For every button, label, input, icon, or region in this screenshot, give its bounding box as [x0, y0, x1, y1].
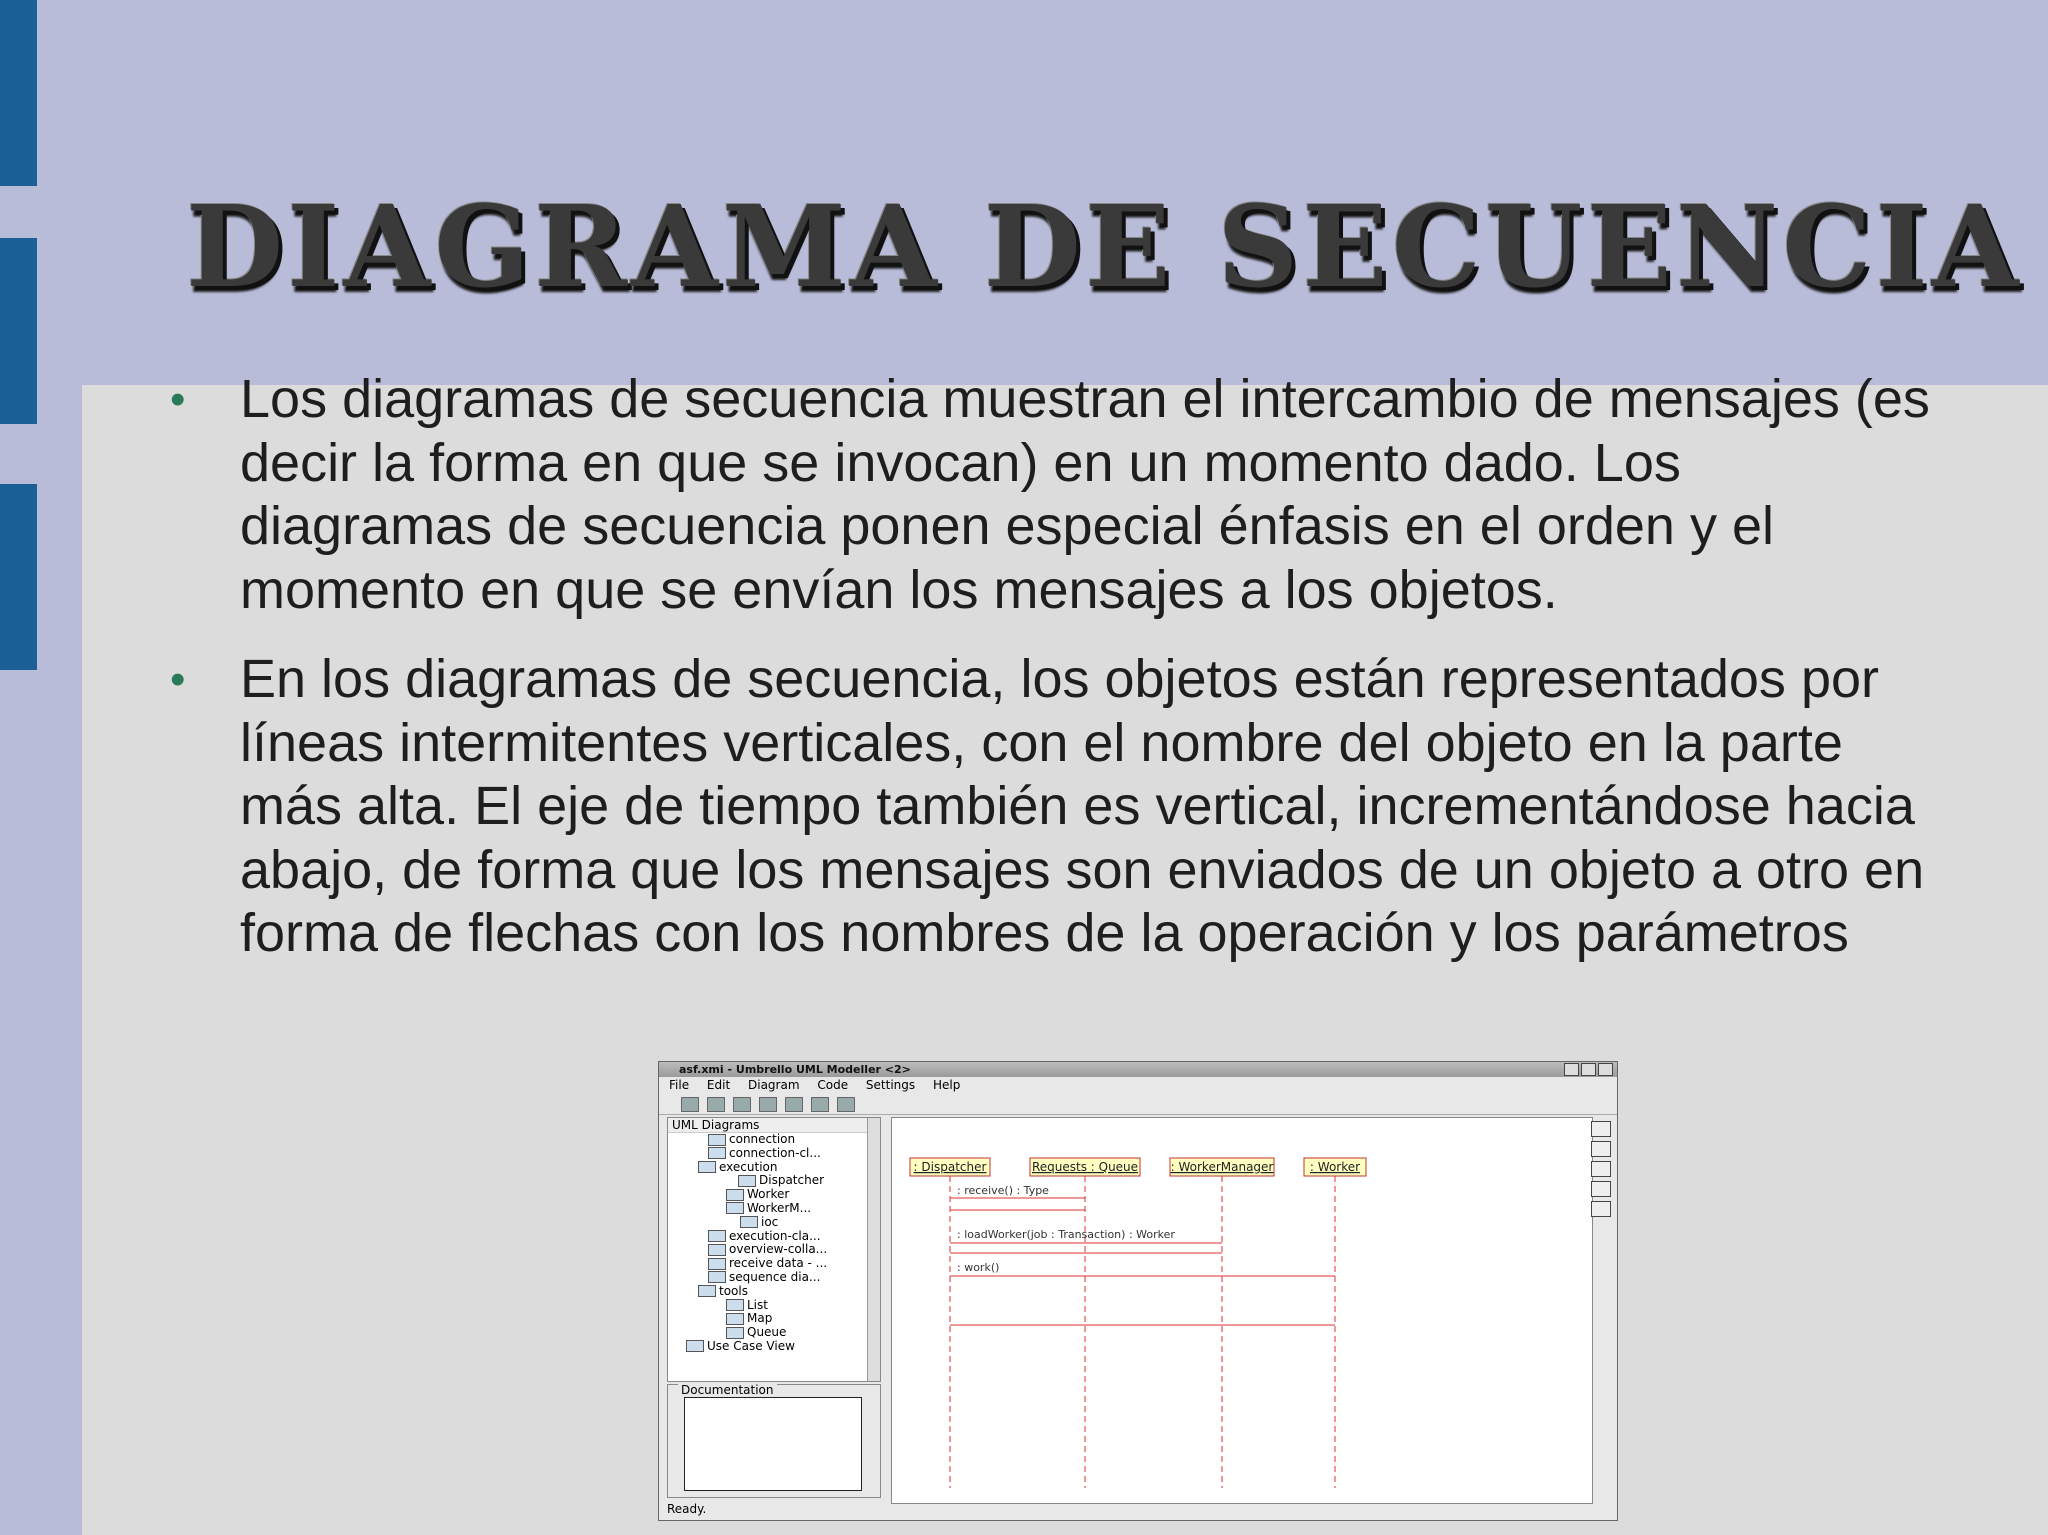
- lifelines: [950, 1176, 1335, 1488]
- bullet-dot-icon: •: [170, 655, 186, 704]
- window-titlebar: [659, 1062, 1617, 1077]
- tree-item: receive data - ...: [668, 1257, 880, 1271]
- tree-item: execution: [668, 1161, 880, 1175]
- message-icon: [1591, 1181, 1611, 1197]
- menu-file: File: [669, 1078, 690, 1092]
- print-icon: [759, 1097, 777, 1112]
- left-accent-bar: [0, 0, 37, 186]
- umbrello-screenshot: [658, 1061, 1618, 1521]
- menu-bar: [659, 1077, 1617, 1094]
- object-label: Requests : Queue: [1031, 1160, 1139, 1174]
- tree-item: connection-cl...: [668, 1147, 880, 1161]
- tree-scrollbar: [867, 1118, 880, 1381]
- text-icon: [1591, 1141, 1611, 1157]
- diagram-tools: [1591, 1117, 1613, 1221]
- tree-item: overview-colla...: [668, 1243, 880, 1257]
- arrow-icon: [1591, 1201, 1611, 1217]
- menu-help: Help: [932, 1078, 961, 1092]
- new-icon: [681, 1097, 699, 1112]
- bullet-dot-icon: •: [170, 375, 186, 424]
- tree-item: connection: [668, 1133, 880, 1147]
- tree-item: Use Case View: [668, 1340, 880, 1354]
- minimize-icon: [1564, 1063, 1579, 1076]
- pointer-icon: [1591, 1121, 1611, 1137]
- copy-icon: [811, 1097, 829, 1112]
- documentation-panel: [667, 1384, 881, 1498]
- tree-header: UML Diagrams: [668, 1118, 880, 1133]
- tree-item: Worker: [668, 1188, 880, 1202]
- slide-title: DIAGRAMA DE SECUENCIA: [186, 182, 2023, 313]
- close-icon: [1598, 1063, 1613, 1076]
- bullet-item: [170, 368, 1930, 622]
- maximize-icon: [1581, 1063, 1596, 1076]
- window-controls: [1562, 1063, 1613, 1080]
- tree-item: Dispatcher: [668, 1174, 880, 1188]
- bullet-list: [170, 368, 1930, 992]
- message-label: : loadWorker(job : Transaction) : Worker: [957, 1228, 1175, 1241]
- tree-item: WorkerM...: [668, 1202, 880, 1216]
- tree-item: tools: [668, 1285, 880, 1299]
- open-icon: [707, 1097, 725, 1112]
- diagram-canvas: [891, 1117, 1593, 1504]
- object-label: : Dispatcher: [913, 1160, 987, 1174]
- tree-item: List: [668, 1299, 880, 1313]
- tree-item: execution-cla...: [668, 1230, 880, 1244]
- tree-item: Queue: [668, 1326, 880, 1340]
- message-label: : work(): [957, 1261, 1000, 1274]
- menu-diagram: Diagram: [748, 1078, 800, 1092]
- message-label: : receive() : Type: [957, 1184, 1049, 1197]
- tree-item: sequence dia...: [668, 1271, 880, 1285]
- window-title: asf.xmi - Umbrello UML Modeller <2>: [679, 1063, 911, 1076]
- tree-item: ioc: [668, 1216, 880, 1230]
- paste-icon: [837, 1097, 855, 1112]
- status-bar: Ready.: [667, 1502, 707, 1516]
- object-label: : Worker: [1309, 1160, 1361, 1174]
- documentation-box: [684, 1397, 862, 1491]
- left-accent-bar: [0, 484, 37, 670]
- object-label: : WorkerManager: [1170, 1160, 1274, 1174]
- save-icon: [733, 1097, 751, 1112]
- bullet-text: En los diagramas de secuencia, los objetos están representados por líneas intermitentes verticales, con el nombre del objeto en la parte más alta. El eje de tiempo también es vertical, incrementándose hacia abajo, de forma que los mensajes son enviados de un objeto a otro en forma de flechas con los nombres de la operación y los parámetros: [240, 649, 1925, 963]
- menu-code: Code: [817, 1078, 849, 1092]
- bullet-item: [170, 648, 1930, 966]
- bullet-text: Los diagramas de secuencia muestran el intercambio de mensajes (es decir la forma en que se invocan) en un momento dado. Los diagramas de secuencia ponen especial énfasis en el orden y el momento en que se envían los mensajes a los objetos.: [240, 369, 1930, 620]
- menu-edit: Edit: [706, 1078, 731, 1092]
- toolbar: [659, 1094, 1617, 1115]
- message-arrows: [950, 1198, 1335, 1325]
- menu-settings: Settings: [865, 1078, 916, 1092]
- left-accent-bar: [0, 238, 37, 424]
- uml-tree: [667, 1117, 881, 1382]
- object-icon: [1591, 1161, 1611, 1177]
- sequence-diagram: [892, 1118, 1592, 1503]
- documentation-label: Documentation: [678, 1383, 777, 1397]
- tree-item: Map: [668, 1312, 880, 1326]
- cut-icon: [785, 1097, 803, 1112]
